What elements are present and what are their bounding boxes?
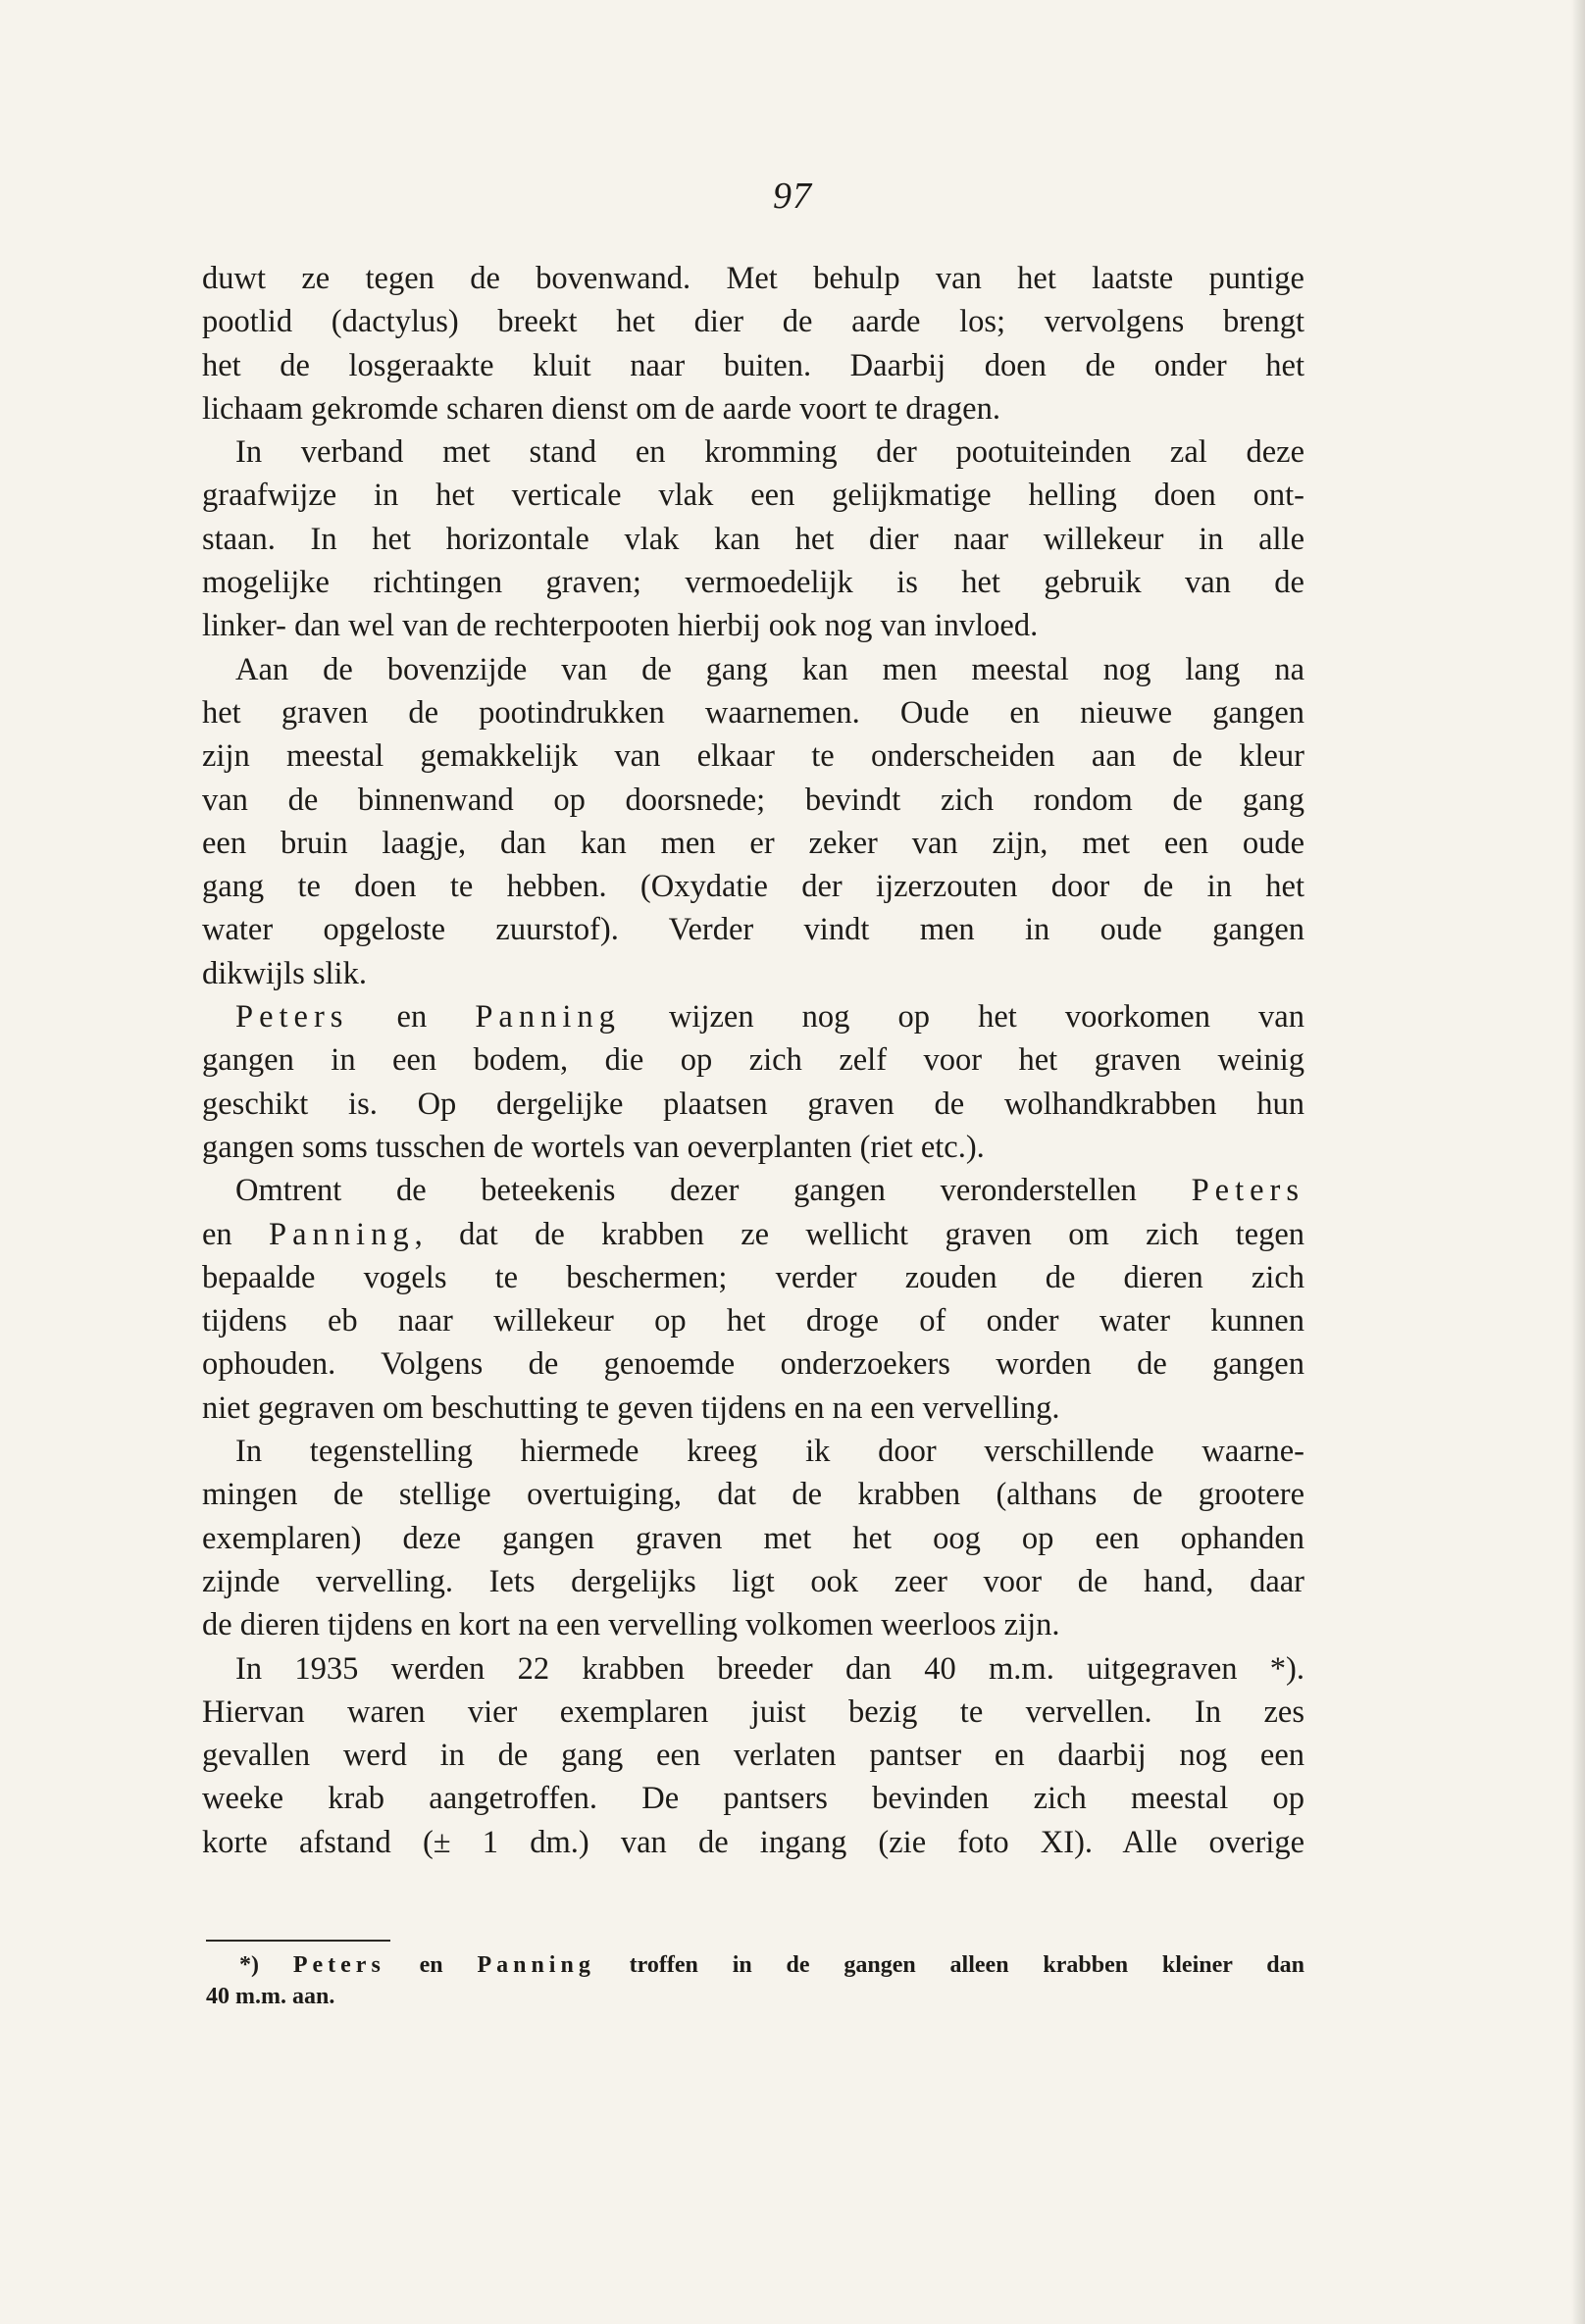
author-name: Peters [235,999,349,1036]
body-line [202,1169,1304,1212]
body-line [202,1342,1304,1386]
text-segment: In tegenstelling hiermede kreeg ik door verschillende waarne- [235,1434,1304,1470]
text-segment: en [202,1216,270,1252]
text-segment: van de binnenwand op doorsnede; bevindt zich rondom de gang [202,782,1304,818]
text-segment: niet gegraven om beschutting te geven tijdens en na een vervelling. [202,1389,1060,1426]
body-line [202,430,1304,474]
body-line [202,1603,1304,1646]
author-name: Peters [292,1952,385,1978]
body-line [202,300,1304,343]
page-edge-shadow [1571,0,1585,2324]
text-segment: 40 m.m. aan. [206,1984,335,2009]
body-line [202,1821,1304,1864]
body-line [202,734,1304,778]
text-segment: en [384,1952,478,1978]
text-segment: , dat de krabben ze wellicht graven om zich tegen [414,1216,1304,1252]
body-line [202,1777,1304,1820]
text-segment: de dieren tijdens en kort na een vervelling volkomen weerloos zijn. [202,1607,1060,1643]
footnote-divider [206,1940,390,1942]
footnote-line [206,1949,1304,1981]
body-line [202,1083,1304,1126]
body-line [202,822,1304,865]
body-line [202,1691,1304,1734]
text-segment: gevallen werd in de gang een verlaten pantser en daarbij nog een [202,1738,1304,1774]
body-line [202,1517,1304,1560]
body-line [202,387,1304,430]
author-name: Panning [269,1216,415,1252]
body-line [202,908,1304,951]
body-line [202,561,1304,604]
body-line [202,1387,1304,1430]
text-segment: wijzen nog op het voorkomen van [620,999,1304,1036]
body-line [202,1430,1304,1473]
text-segment: dikwijls slik. [202,955,367,991]
body-line [202,648,1304,691]
text-segment: het graven de pootindrukken waarnemen. Oude en nieuwe gangen [202,694,1304,731]
body-line [202,474,1304,517]
body-line [202,1126,1304,1169]
text-segment: het de losgeraakte kluit naar buiten. Daarbij doen de onder het [202,347,1304,383]
text-segment: weeke krab aangetroffen. De pantsers bevinden zich meestal op [202,1781,1304,1817]
body-line [202,604,1304,647]
body-line [202,1647,1304,1691]
page-number: 97 [773,176,812,217]
text-segment: bepaalde vogels te beschermen; verder zouden de dieren zich [202,1259,1304,1295]
body-line [202,865,1304,908]
text-segment: en [348,999,476,1036]
body-line [202,518,1304,561]
body-line [202,995,1304,1038]
text-segment: een bruin laagje, dan kan men er zeker van zijn, met een oude [202,825,1304,861]
text-segment: troffen in de gangen alleen krabben kleiner dan [594,1952,1304,1978]
text-segment: *) [239,1952,293,1978]
body-line [202,344,1304,387]
body-line [202,1213,1304,1256]
text-segment: zijn meestal gemakkelijk van elkaar te onderscheiden aan de kleur [202,738,1304,775]
text-segment: zijnde vervelling. Iets dergelijks ligt ook zeer voor de hand, daar [202,1563,1304,1599]
body-line [202,691,1304,734]
body-line [202,1038,1304,1082]
text-segment: gangen in een bodem, die op zich zelf voor het graven weinig [202,1042,1304,1079]
body-text [202,257,1304,1864]
text-segment: gangen soms tusschen de wortels van oeverplanten (riet etc.). [202,1129,985,1165]
text-segment: exemplaren) deze gangen graven met het oog op een ophanden [202,1520,1304,1556]
text-segment: mingen de stellige overtuiging, dat de krabben (althans de grootere [202,1477,1304,1513]
body-line [202,952,1304,995]
body-line [202,1734,1304,1777]
footnote-line [206,1981,1304,2012]
text-segment: In 1935 werden 22 krabben breeder dan 40 m.m. uitgegraven *). [235,1650,1304,1687]
text-segment: duwt ze tegen de bovenwand. Met behulp van het laatste puntige [202,261,1304,296]
author-name: Panning [477,1952,595,1978]
text-segment: In verband met stand en kromming der pootuiteinden zal deze [235,434,1304,471]
text-segment: geschikt is. Op dergelijke plaatsen graven de wolhandkrabben hun [202,1086,1304,1122]
text-segment: ophouden. Volgens de genoemde onderzoekers worden de gangen [202,1346,1304,1383]
text-segment: pootlid (dactylus) breekt het dier de aarde los; vervolgens brengt [202,304,1304,340]
author-name: Panning [475,999,621,1036]
body-line [202,1560,1304,1603]
body-line [202,1299,1304,1342]
footnote [206,1949,1304,2012]
body-line [202,257,1304,300]
text-segment: linker- dan wel van de rechterpooten hierbij ook nog van invloed. [202,608,1039,644]
text-segment: korte afstand (± 1 dm.) van de ingang (zie foto XI). Alle overige [202,1824,1304,1860]
author-name: Peters [1191,1173,1304,1209]
body-line [202,1473,1304,1516]
text-segment: mogelijke richtingen graven; vermoedelijk is het gebruik van de [202,565,1304,601]
text-segment: gang te doen te hebben. (Oxydatie der ijzerzouten door de in het [202,869,1304,905]
text-segment: staan. In het horizontale vlak kan het dier naar willekeur in alle [202,521,1304,557]
text-segment: Hiervan waren vier exemplaren juist bezig te vervellen. In zes [202,1693,1304,1730]
text-segment: Aan de bovenzijde van de gang kan men meestal nog lang na [235,651,1304,687]
text-segment: lichaam gekromde scharen dienst om de aarde voort te dragen. [202,390,1000,427]
body-line [202,1256,1304,1299]
body-line [202,779,1304,822]
text-segment: water opgeloste zuurstof). Verder vindt men in oude gangen [202,912,1304,948]
text-segment: tijdens eb naar willekeur op het droge of onder water kunnen [202,1303,1304,1339]
text-segment: Omtrent de beteekenis dezer gangen veronderstellen [235,1173,1192,1209]
text-segment: graafwijze in het verticale vlak een gelijkmatige helling doen ont- [202,478,1304,514]
